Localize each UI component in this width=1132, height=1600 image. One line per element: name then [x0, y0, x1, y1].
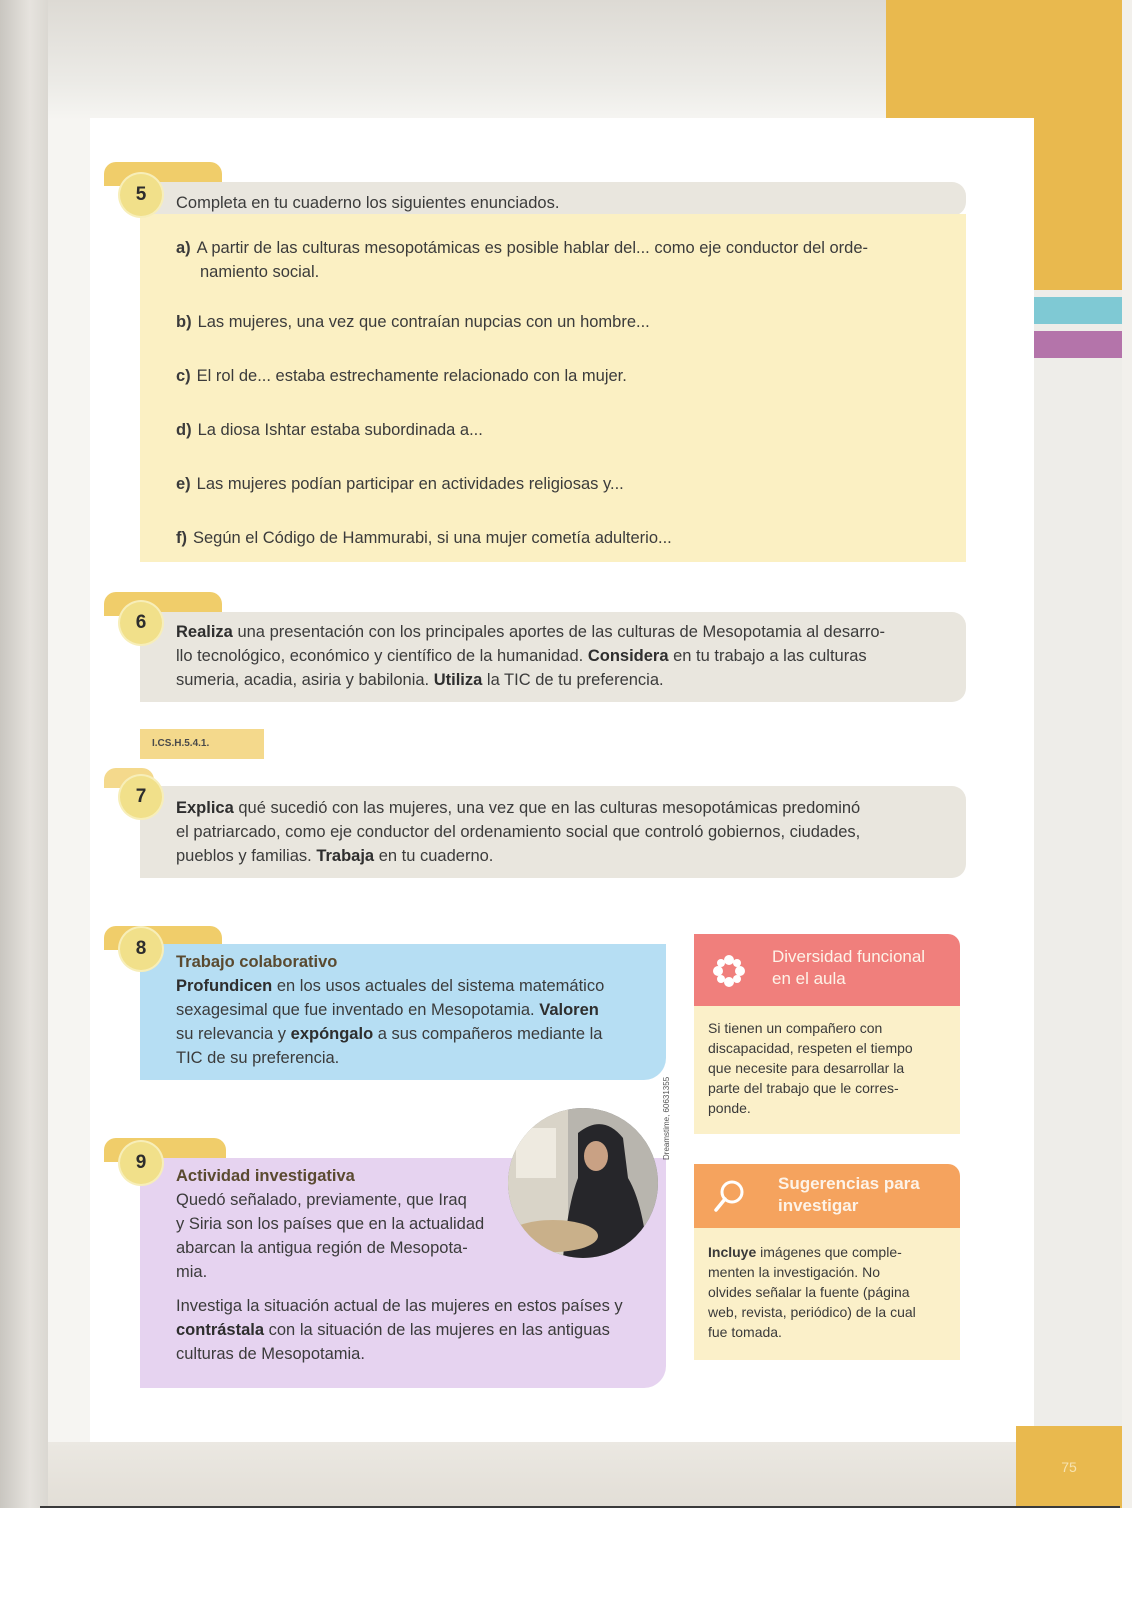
side-line: menten la investigación. No — [708, 1264, 880, 1280]
side-box-diversity-body — [694, 1006, 960, 1134]
q7-line-1: qué sucedió con las mujeres, una vez que en las culturas mesopotámicas predominó — [233, 799, 861, 817]
item-text-cont: namiento social. — [200, 263, 320, 281]
q5-item-f — [176, 526, 976, 550]
item-text: El rol de... estaba estrechamente relacionado con la mujer. — [196, 367, 627, 385]
item-letter: c) — [176, 367, 191, 385]
q6-line-3b: la TIC de tu preferencia. — [482, 671, 664, 689]
skill-code-tag: I.CS.H.5.4.1. — [140, 729, 264, 759]
page-top-shade — [48, 0, 888, 120]
book-gutter — [0, 0, 50, 1510]
q7-line-2: el patriarcado, como eje conductor del ordenamiento social que controló gobiernos, ciudades, — [176, 823, 861, 841]
q7-verb-2: Trabaja — [316, 847, 375, 865]
q9-line: mia. — [176, 1263, 208, 1281]
side-line: ponde. — [708, 1100, 751, 1116]
q9-line: Quedó señalado, previamente, que Iraq — [176, 1191, 467, 1209]
photo-woman-in-hijab — [508, 1108, 658, 1258]
q5-item-b — [176, 310, 976, 334]
q5-item-e — [176, 472, 976, 496]
q8-line-1: en los usos actuales del sistema matemático — [272, 977, 605, 995]
q5-number-badge: 5 — [120, 174, 162, 216]
q6-verb-1: Realiza — [176, 623, 233, 641]
q9-number-badge: 9 — [120, 1142, 162, 1184]
side-box-diversity-header — [694, 934, 960, 1006]
item-letter: f) — [176, 529, 187, 547]
q8-line-3: su relevancia y — [176, 1025, 291, 1043]
q9-line: con la situación de las mujeres en las antiguas — [264, 1321, 610, 1339]
side-line: web, revista, periódico) de la cual — [708, 1304, 916, 1320]
scan-bottom-margin — [0, 1508, 1132, 1600]
magnifier-icon — [712, 1178, 748, 1214]
side-line: discapacidad, respeten el tiempo — [708, 1040, 913, 1056]
q8-line-3b: a sus compañeros mediante la — [373, 1025, 603, 1043]
purple-tab — [1032, 331, 1122, 358]
q6-line-2: llo tecnológico, económico y científico de la humanidad. — [176, 647, 588, 665]
q8-verb-2: Valoren — [539, 1001, 599, 1019]
q6-verb-3: Utiliza — [433, 671, 483, 689]
side-verb: Incluye — [708, 1244, 757, 1260]
side-line: imágenes que comple- — [756, 1244, 902, 1260]
q8-line-4: TIC de su preferencia. — [176, 1049, 340, 1067]
side-line: que necesite para desarrollar la — [708, 1060, 905, 1076]
item-letter: d) — [176, 421, 192, 439]
item-text: Las mujeres, una vez que contraían nupcias con un hombre... — [197, 313, 650, 331]
q7-text — [176, 796, 966, 868]
q7-line-3: pueblos y familias. — [176, 847, 317, 865]
q8-title: Trabajo colaborativo — [176, 953, 338, 971]
q5-item-a — [176, 236, 976, 284]
side-line: parte del trabajo que le corres- — [708, 1080, 899, 1096]
item-letter: e) — [176, 475, 191, 493]
q8-line-2: sexagesimal que fue inventado en Mesopotamia. — [176, 1001, 540, 1019]
item-text: A partir de las culturas mesopotámicas es posible hablar del... como eje conductor del orde- — [196, 239, 869, 257]
q8-verb-1: Profundicen — [176, 977, 273, 995]
q9-line: abarcan la antigua región de Mesopota- — [176, 1239, 468, 1257]
q8-number-badge: 8 — [120, 928, 162, 970]
side-box-research-header — [694, 1164, 960, 1228]
side-line: fue tomada. — [708, 1324, 782, 1340]
q5-item-c — [176, 364, 976, 388]
q5-item-d — [176, 418, 976, 442]
item-text: La diosa Ishtar estaba subordinada a... — [197, 421, 483, 439]
q6-text — [176, 620, 966, 692]
teal-tab — [1032, 297, 1122, 324]
q9-verb: contrástala — [176, 1321, 265, 1339]
side-box-research-body — [694, 1228, 960, 1360]
item-text: Según el Código de Hammurabi, si una mujer cometía adulterio... — [193, 529, 672, 547]
q7-verb-1: Explica — [176, 799, 234, 817]
side-box-diversity-title: Diversidad funcional — [772, 947, 926, 966]
q6-verb-2: Considera — [587, 647, 669, 665]
side-line: Si tienen un compañero con — [708, 1020, 883, 1036]
q7-number-badge: 7 — [120, 776, 162, 818]
q9-title: Actividad investigativa — [176, 1167, 355, 1185]
q6-line-2b: en tu trabajo a las culturas — [668, 647, 867, 665]
photo-credit: Dreamstime, 60631355 — [662, 1076, 671, 1160]
q7-line-3b: en tu cuaderno. — [374, 847, 494, 865]
q5-prompt: Completa en tu cuaderno los siguientes enunciados. — [176, 194, 560, 212]
q6-line-1: una presentación con los principales aportes de las culturas de Mesopotamia al desarro- — [232, 623, 885, 641]
q9-line: y Siria son los países que en la actualidad — [176, 1215, 485, 1233]
q6-line-3: sumeria, acadia, asiria y babilonia. — [176, 671, 434, 689]
item-text: Las mujeres podían participar en actividades religiosas y... — [196, 475, 624, 493]
q9-line: culturas de Mesopotamia. — [176, 1345, 365, 1363]
flower-icon — [712, 954, 746, 988]
side-line: olvides señalar la fuente (página — [708, 1284, 910, 1300]
side-box-diversity-title-2: en el aula — [772, 969, 846, 988]
q8-text — [176, 950, 656, 1070]
item-letter: b) — [176, 313, 192, 331]
page-number: 75 — [1016, 1426, 1122, 1508]
side-box-research-title-2: investigar — [778, 1196, 859, 1215]
q6-number-badge: 6 — [120, 602, 162, 644]
side-box-research-title: Sugerencias para — [778, 1174, 920, 1193]
item-letter: a) — [176, 239, 191, 257]
footer-band — [48, 1442, 1048, 1508]
q8-verb-3: expóngalo — [290, 1025, 374, 1043]
q9-line: Investiga la situación actual de las mujeres en estos países y — [176, 1297, 623, 1315]
